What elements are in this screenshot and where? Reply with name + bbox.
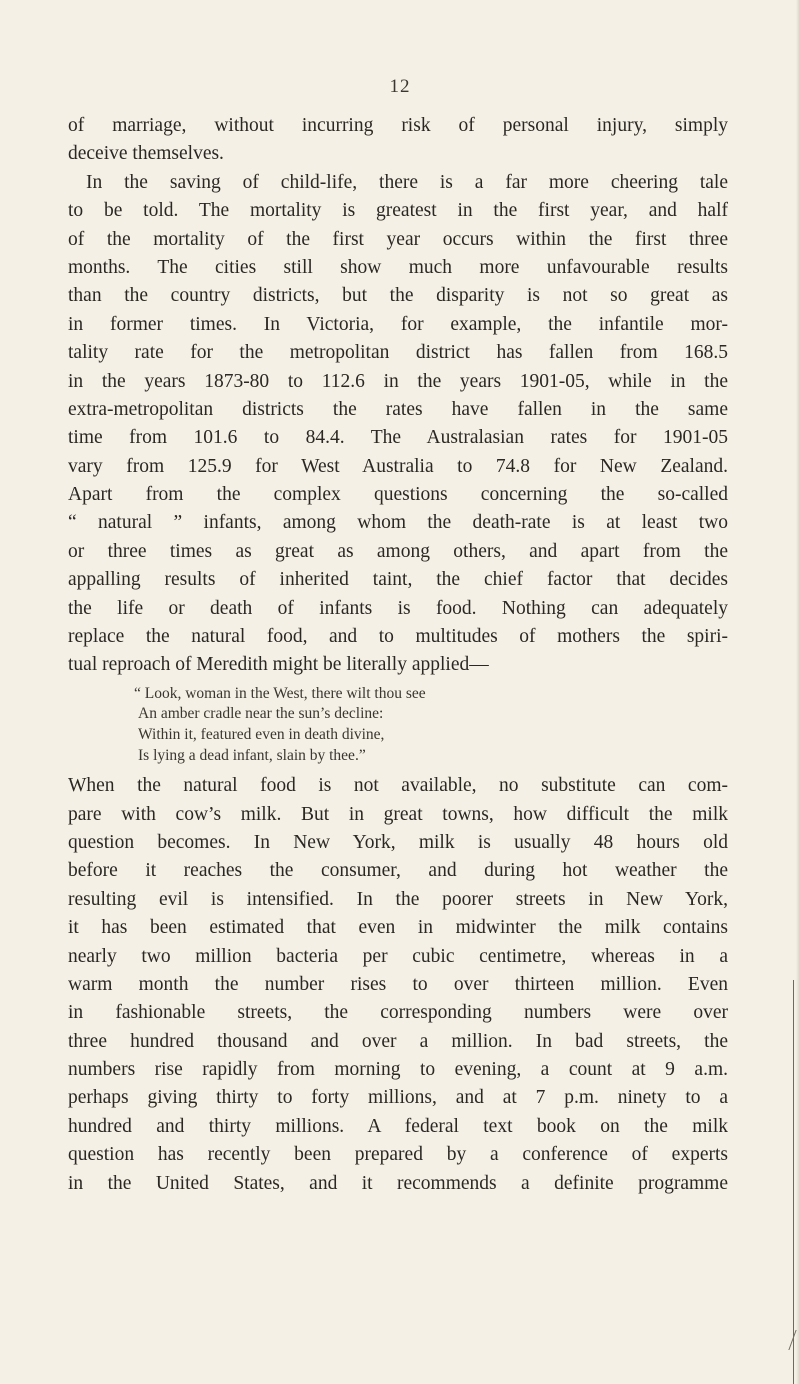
body-text — [68, 112, 728, 1198]
text-line: deceive themselves. — [68, 143, 224, 165]
page-edge-shadow — [796, 0, 800, 1384]
text-line: it has been estimated that even in midwinter the milk contains — [68, 917, 728, 939]
verse-line: “ Look, woman in the West, there wilt thou see — [134, 684, 426, 702]
text-line: in the United States, and it recommends a definite programme — [68, 1172, 728, 1194]
verse-line: Within it, featured even in death divine, — [138, 726, 385, 743]
text-line: appalling results of inherited taint, the chief factor that decides — [68, 569, 728, 591]
text-line: question has recently been prepared by a conference of experts — [68, 1144, 728, 1166]
text-line: hundred and thirty millions. A federal text book on the milk — [68, 1115, 728, 1137]
text-line: of marriage, without incurring risk of personal injury, simply — [68, 115, 728, 136]
text-line: or three times as great as among others, and apart from the — [68, 540, 728, 562]
text-line: resulting evil is intensified. In the poorer streets in New York, — [68, 888, 728, 910]
text-line: time from 101.6 to 84.4. The Australasian rates for 1901-05 — [68, 427, 728, 449]
verse-line: An amber cradle near the sun’s decline: — [138, 705, 384, 723]
text-line: in the years 1873-80 to 112.6 in the years 1901-05, while in the — [68, 370, 728, 392]
page-edge-line — [793, 980, 794, 1384]
text-line: In the saving of child-life, there is a far more cheering tale — [86, 171, 728, 193]
text-line: Apart from the complex questions concerning the so-called — [68, 484, 728, 506]
text-line: When the natural food is not available, no substitute can com- — [68, 775, 728, 797]
text-line: before it reaches the consumer, and during hot weather the — [68, 860, 728, 882]
text-line: of the mortality of the first year occurs within the first three — [68, 228, 728, 250]
text-line: pare with cow’s milk. But in great towns, how difficult the milk — [68, 803, 728, 825]
text-line: than the country districts, but the disparity is not so great as — [68, 285, 728, 307]
text-line: extra-metropolitan districts the rates have fallen in the same — [68, 398, 728, 420]
text-line: in fashionable streets, the corresponding numbers were over — [68, 1002, 728, 1024]
text-line: warm month the number rises to over thirteen million. Even — [68, 973, 728, 995]
text-line: nearly two million bacteria per cubic centimetre, whereas in a — [68, 945, 728, 967]
text-line: to be told. The mortality is greatest in the first year, and half — [68, 200, 728, 222]
text-line: perhaps giving thirty to forty millions, and at 7 p.m. ninety to a — [68, 1087, 728, 1109]
text-line: months. The cities still show much more unfavourable results — [68, 256, 728, 278]
text-line: numbers rise rapidly from morning to evening, a count at 9 a.m. — [68, 1059, 728, 1081]
text-line: three hundred thousand and over a million. In bad streets, the — [68, 1030, 728, 1052]
text-line: in former times. In Victoria, for example, the infantile mor- — [68, 313, 728, 335]
text-line: “ natural ” infants, among whom the death-rate is at least two — [68, 512, 728, 534]
text-line: replace the natural food, and to multitudes of mothers the spiri- — [68, 626, 728, 648]
verse-line: Is lying a dead infant, slain by thee.” — [138, 746, 366, 764]
text-line: question becomes. In New York, milk is usually 48 hours old — [68, 831, 728, 853]
page-number: 12 — [389, 76, 411, 97]
text-line: tality rate for the metropolitan district has fallen from 168.5 — [68, 342, 728, 364]
text-line: tual reproach of Meredith might be literally applied— — [68, 654, 489, 676]
quoted-verse — [68, 684, 728, 766]
text-line: the life or death of infants is food. Nothing can adequately — [68, 597, 728, 619]
text-line: vary from 125.9 for West Australia to 74.8 for New Zealand. — [68, 455, 728, 477]
